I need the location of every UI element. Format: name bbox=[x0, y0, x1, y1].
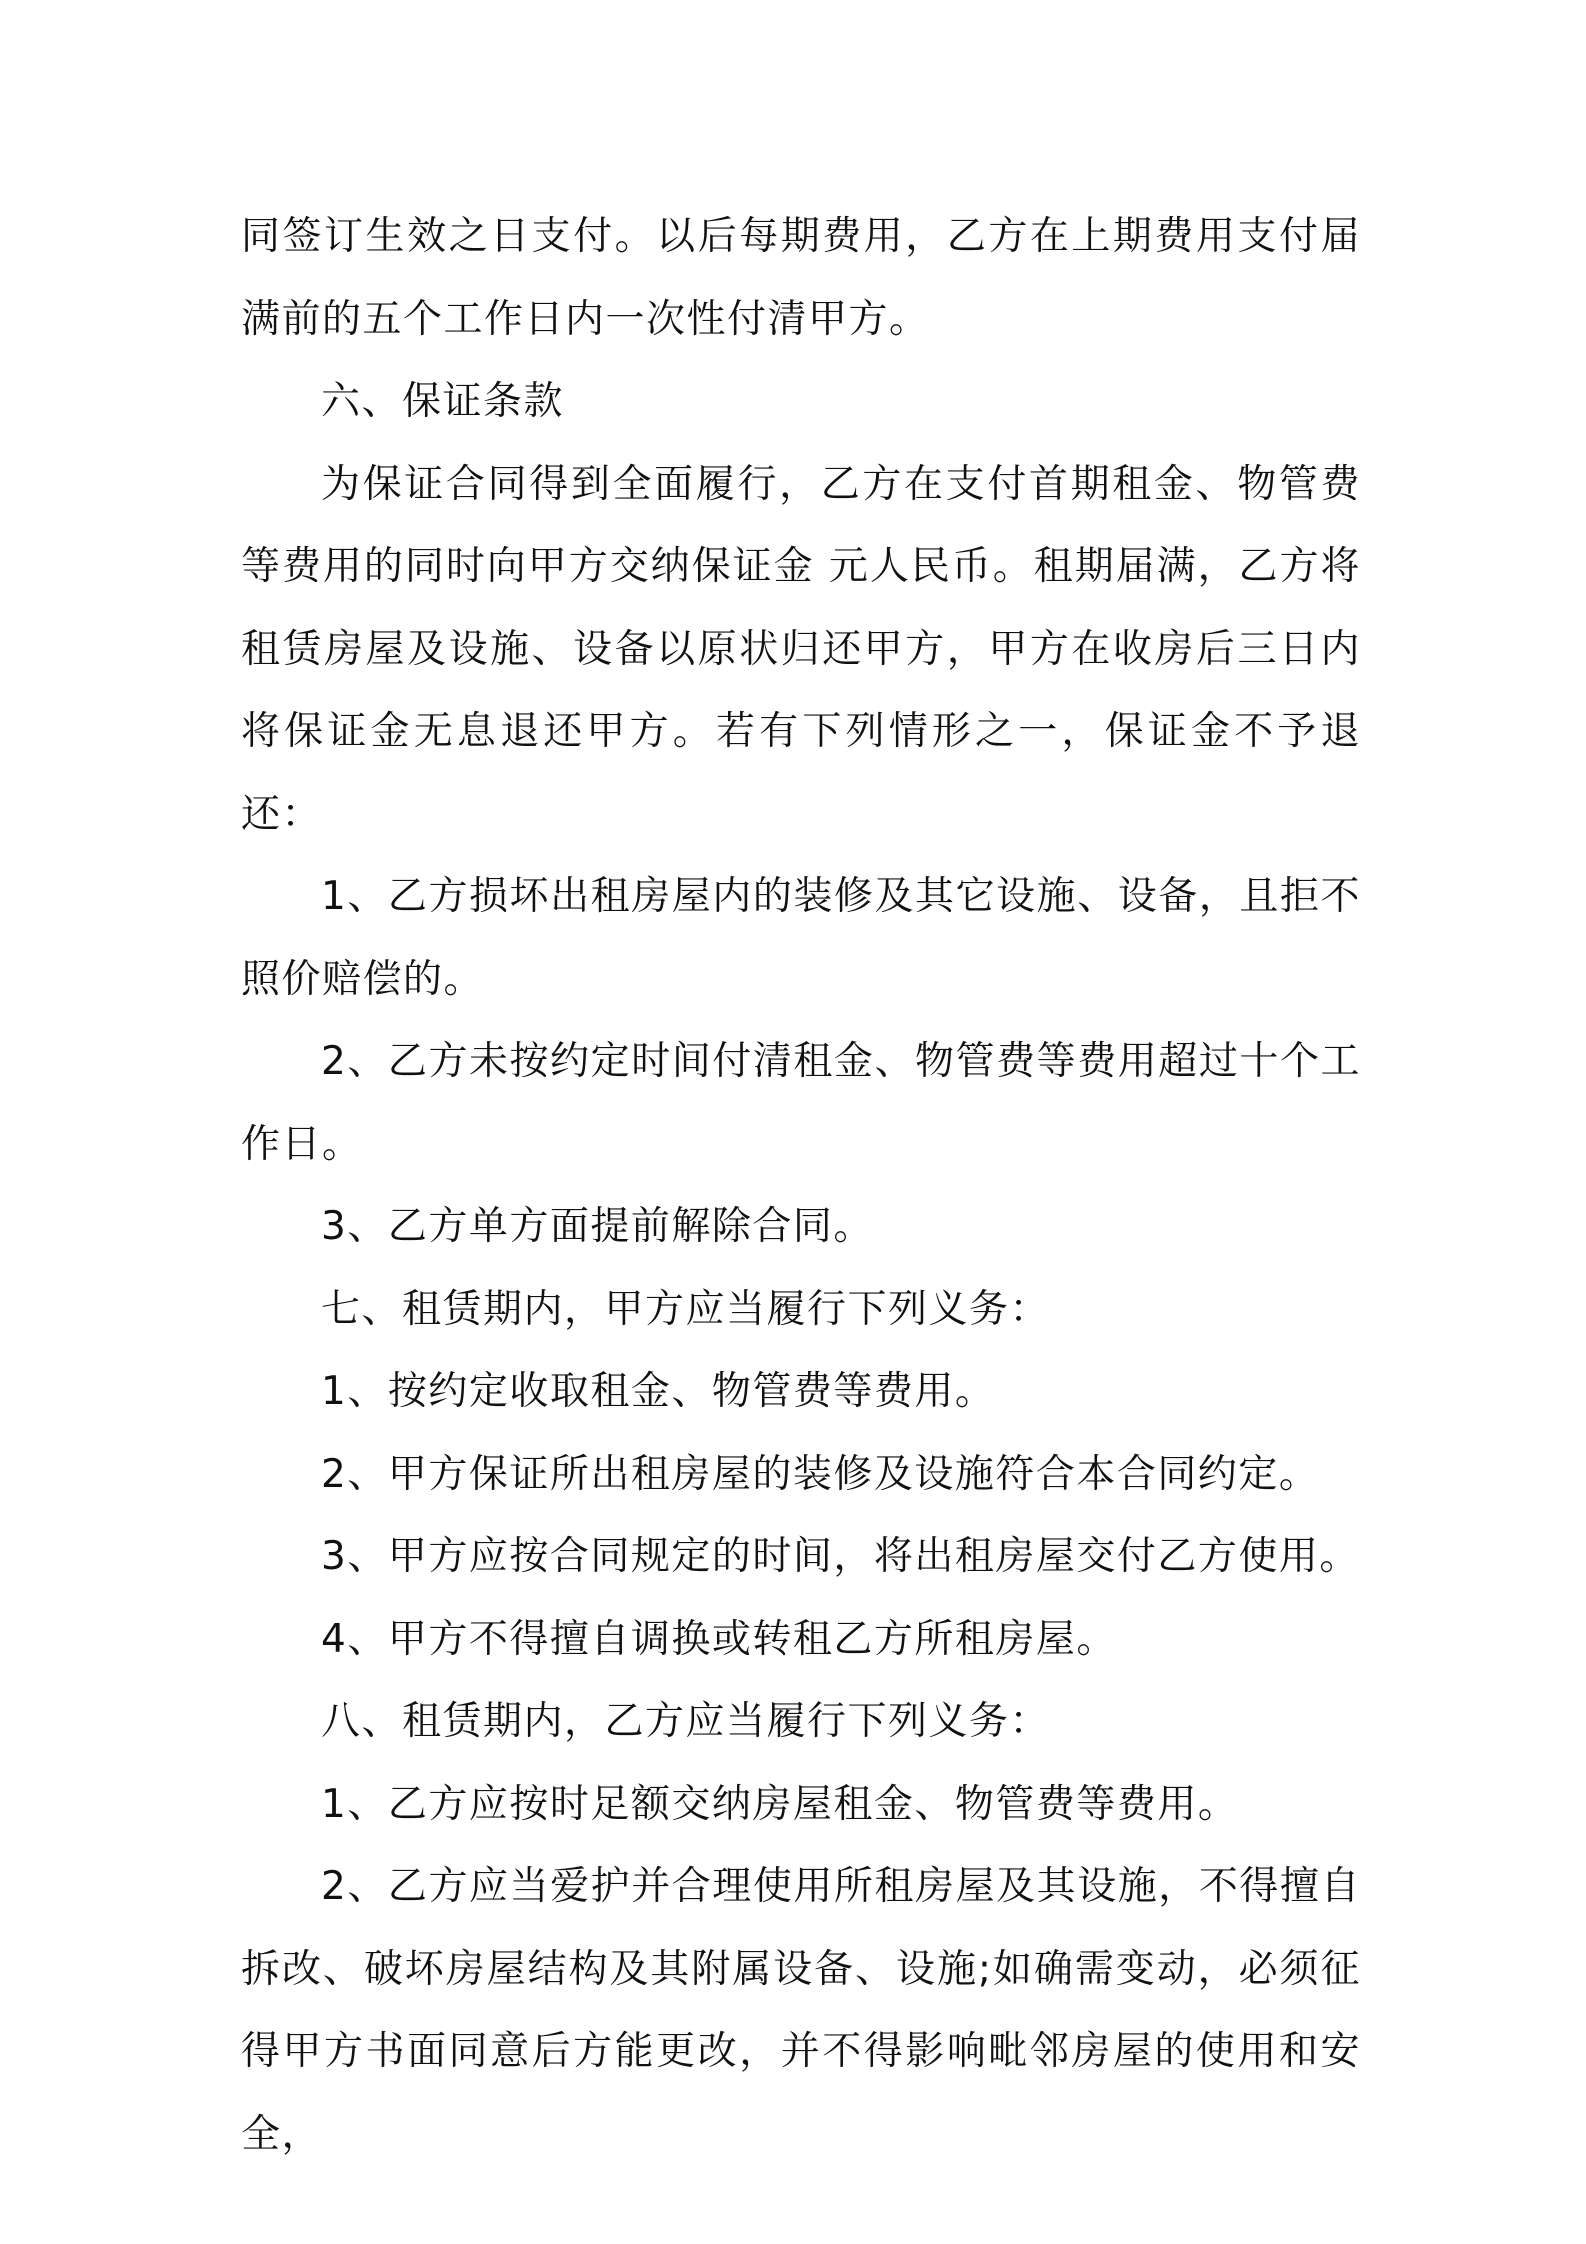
list-item-party-a-obligation-3: 3、甲方应按合同规定的时间，将出租房屋交付乙方使用。 bbox=[321, 1534, 1360, 1579]
paragraph-payment-continuation: 同签订生效之日支付。以后每期费用，乙方在上期费用支付届满前的五个工作日内一次性付清甲方。 bbox=[241, 214, 1361, 342]
list-item-party-b-obligation-2: 2、乙方应当爱护并合理使用所租房屋及其设施，不得擅自拆改、破坏房屋结构及其附属设备、设施;如确需变动，必须征得甲方书面同意后方能更改，并不得影响毗邻房屋的使用和安全， bbox=[241, 1864, 1361, 2157]
list-item-deposit-condition-3: 3、乙方单方面提前解除合同。 bbox=[321, 1204, 874, 1249]
list-item-party-b-obligation-1: 1、乙方应按时足额交纳房屋租金、物管费等费用。 bbox=[321, 1781, 1239, 1827]
list-item-deposit-condition-2: 2、乙方未按约定时间付清租金、物管费等费用超过十个工作日。 bbox=[241, 1039, 1361, 1167]
section-heading-party-b-obligations: 八、租赁期内，乙方应当履行下列义务： bbox=[321, 1699, 1051, 1744]
list-item-party-a-obligation-4: 4、甲方不得擅自调换或转租乙方所租房屋。 bbox=[321, 1616, 1117, 1662]
list-item-party-a-obligation-1: 1、按约定收取租金、物管费等费用。 bbox=[321, 1369, 996, 1414]
section-heading-party-a-obligations: 七、租赁期内，甲方应当履行下列义务： bbox=[321, 1286, 1051, 1332]
list-item-deposit-condition-1: 1、乙方损坏出租房屋内的装修及其它设施、设备，且拒不照价赔偿的。 bbox=[241, 874, 1361, 1002]
list-item-party-a-obligation-2: 2、甲方保证所出租房屋的装修及设施符合本合同约定。 bbox=[321, 1451, 1320, 1497]
paragraph-guarantee-deposit: 为保证合同得到全面履行，乙方在支付首期租金、物管费等费用的同时向甲方交纳保证金 元人民币。租期届满，乙方将租赁房屋及设施、设备以原状归还甲方，甲方在收房后三日内将保证金无息退还甲方。若有下列情形之一，保证金不予退还： bbox=[241, 461, 1361, 837]
document-body bbox=[241, 196, 1361, 2176]
section-heading-guarantee: 六、保证条款 bbox=[321, 379, 565, 424]
